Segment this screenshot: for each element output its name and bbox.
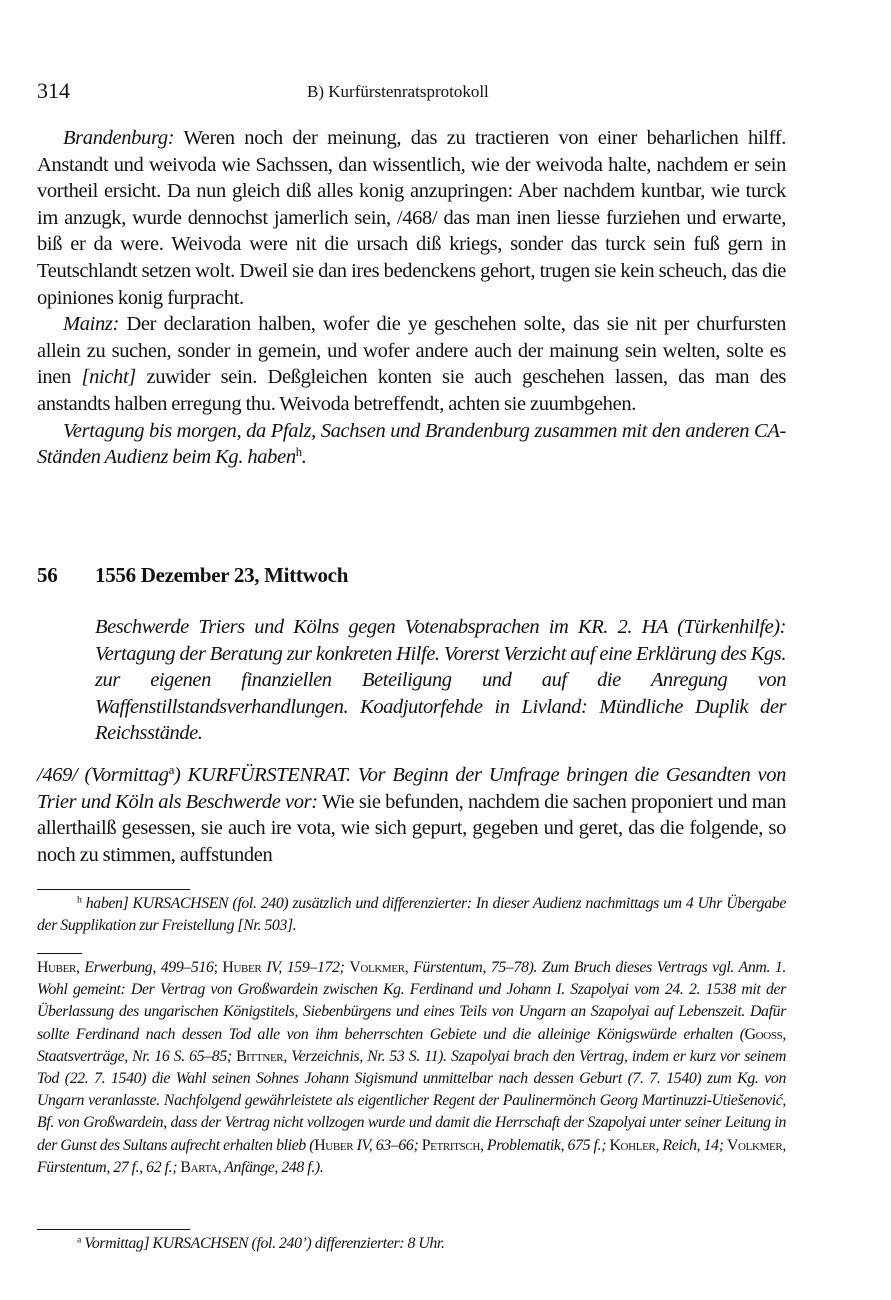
footnote-a-text: Vormittag] KURSACHSEN (fol. 240’) differenzierter: 8 Uhr. [81, 1235, 445, 1252]
footnote-ref-h[interactable]: h [295, 445, 302, 460]
text: , Verzeichnis, Nr. 53 S. 11). Szapolyai brach den Vertrag, indem er kurz vor seinem Tod (22. 7. 1540) die Wahl seinen Sohnes Johann Sigismund unmittelbar nach dessen Geburt (7. 7. 1540) zum Kg. von Ungarn veranlasste. Nachfolgend gewährleistete als eigentlicher Regent der Paulinermönch Georg Martinuzzi-Utiešenović, Bf. von Großwardein, dass der Vertrag nicht vollzogen wurde und damit die Herrschaft der Szapolyai unter seiner Leitung in der Gunst des Sultans aufrecht erhalten blieb ( [37, 1047, 786, 1154]
text: IV, 63–66; [353, 1136, 422, 1154]
footnote-continuation-separator [37, 953, 82, 954]
time-open: (Vormittag [77, 764, 169, 786]
author-name: Huber [222, 959, 262, 976]
author-name: Petritsch [421, 1136, 480, 1154]
text: , [76, 959, 85, 976]
text: Erwerbung, 499–516 [84, 959, 214, 976]
paragraph-brandenburg [37, 125, 786, 311]
vertagung-end: . [301, 446, 307, 469]
text: , Fürstentum, 27 f., 62 f.; [37, 1136, 786, 1176]
text: ; [213, 959, 223, 976]
footnote-separator-alpha [37, 1229, 190, 1230]
paragraph-mainz [37, 311, 786, 417]
section-heading [37, 563, 348, 588]
author-name: Barta [180, 1158, 218, 1176]
intro-text: . Vor Beginn der Umfrage bringen die Gesandten von Trier und Köln als Beschwerde vor: [37, 764, 787, 813]
footnote-separator [37, 889, 190, 890]
author-name: Huber [37, 959, 76, 976]
footnote-a [37, 1233, 786, 1255]
footnote-mark-a: a [77, 1234, 81, 1246]
editorial-insertion: [nicht] [81, 366, 136, 389]
running-title: B) Kurfürstenratsprotokoll [307, 82, 489, 101]
body-text-top [37, 125, 786, 471]
author-name: Bittner [236, 1047, 284, 1065]
vertagung-text: Vertagung bis morgen, da Pfalz, Sachsen und Brandenburg zusammen mit den anderen CA-Ständen Audienz beim Kg. haben [37, 419, 786, 469]
text: IV, 159–172; [261, 959, 350, 976]
author-name: Huber [314, 1136, 354, 1154]
text: , Staatsverträge, Nr. 16 S. 65–85; [37, 1025, 786, 1065]
text: , Problematik, 675 f.; [479, 1136, 610, 1154]
time-close: ) [174, 764, 188, 786]
author-name: Gooss [744, 1025, 783, 1043]
speaker-mainz: Mainz: [63, 313, 119, 336]
brandenburg-text: Weren noch der meinung, das zu tractieren von einer beharlichen hilff. Anstandt und weivoda wie Sachssen, dan wissentlich, wie der weivoda halte, nachdem er sein vortheil ersicht. Da nun gleich diß alles konig anzupringen: Aber nachdem kuntbar, wie turck im anzugk, wurde dennochst jamerlich sein, /468/ das man inen liesse furziehen und erwarte, biß er da were. Weivoda were nit die ursach diß kriegs, sonder das turck sein fuß gern in Teutschlandt setzen wolt. Dweil sie dan ires bedenckens gehort, trugen sie kein scheuch, das die opiniones konig furpracht. [37, 127, 786, 309]
speaker-brandenburg: Brandenburg: [63, 127, 175, 149]
quote-text: Wie sie befunden, nachdem die sachen proponiert und man allerthailß gesessen, sie auch ire vota, wie sich gepurt, gegeben und geret, das die folgende, so noch zu stimmen, auffstunden [37, 790, 786, 866]
paragraph-kurfuerstenrat [37, 762, 786, 868]
author-name: Volkmer [349, 959, 405, 976]
footnote-ref-a[interactable]: a [168, 763, 175, 778]
running-head [37, 78, 787, 108]
footnote-mark-h: h [77, 894, 82, 906]
text: Fürstentum, 75–78). Zum Bruch dieses Vertrags vgl. Anm. 1. Wohl gemeint: Der Vertrag von Großwardein zwischen Kg. Ferdinand und Johann I. Szapolyai vom 24. 2. 1538 mit der Überlassung des ungarischen Königstitels, Siebenbürgens und eines Teils von Ungarn an Szapolyai auf Lebenszeit. Dafür sollte Ferdinand nach dessen Tod alle von ihm beherrschten Gebiete und die alleinige Königswürde erhalten ( [37, 959, 786, 1043]
paragraph-vertagung [37, 418, 786, 471]
footnote-h [37, 893, 786, 937]
section-date: 1556 Dezember 23, Mittwoch [95, 563, 349, 587]
page-number: 314 [37, 78, 70, 103]
author-name: Volkmer [726, 1136, 783, 1154]
mainz-text-after: zuwider sein. Deßgleichen konten sie auch geschehen lassen, das man des anstandts halben erregung thu. Weivoda betreffendt, achten sie zuumbgehen. [37, 366, 787, 415]
mainz-text-before: Der declaration halben, wofer die ye geschehen solte, das sie nit per churfursten allein zu suchen, sonder in gemein, und wofer andere auch der mainung sein welten, solte es inen [37, 313, 786, 389]
section-number: 56 [37, 563, 58, 587]
council-name: KURFÜRSTENRAT [187, 764, 346, 786]
text: , Reich, 14; [655, 1136, 727, 1154]
text: , Anfänge, 248 f.). [217, 1158, 324, 1176]
text: , [404, 959, 414, 976]
footnote-continued [37, 957, 786, 1179]
section-summary: Beschwerde Triers und Kölns gegen Votenabsprachen im KR. 2. HA (Türkenhilfe): Vertagung der Beratung zur konkreten Hilfe. Vorerst Verzicht auf eine Erklärung des Kgs. zur eigenen finanziellen Beteiligung und auf die Anregung von Waffenstillstandsverhandlungen. Koadjutorfehde in Livland: Mündliche Duplik der Reichsstände. [95, 616, 786, 745]
footnote-h-text: haben] KURSACHSEN (fol. 240) zusätzlich und differenzierter: In dieser Audienz nachmittags um 4 Uhr Übergabe der Supplikation zur Freistellung [Nr. 503]. [37, 895, 786, 935]
body-text-bottom [37, 762, 786, 868]
author-name: Kohler [609, 1136, 656, 1154]
folio-marker: /469/ [37, 764, 78, 786]
